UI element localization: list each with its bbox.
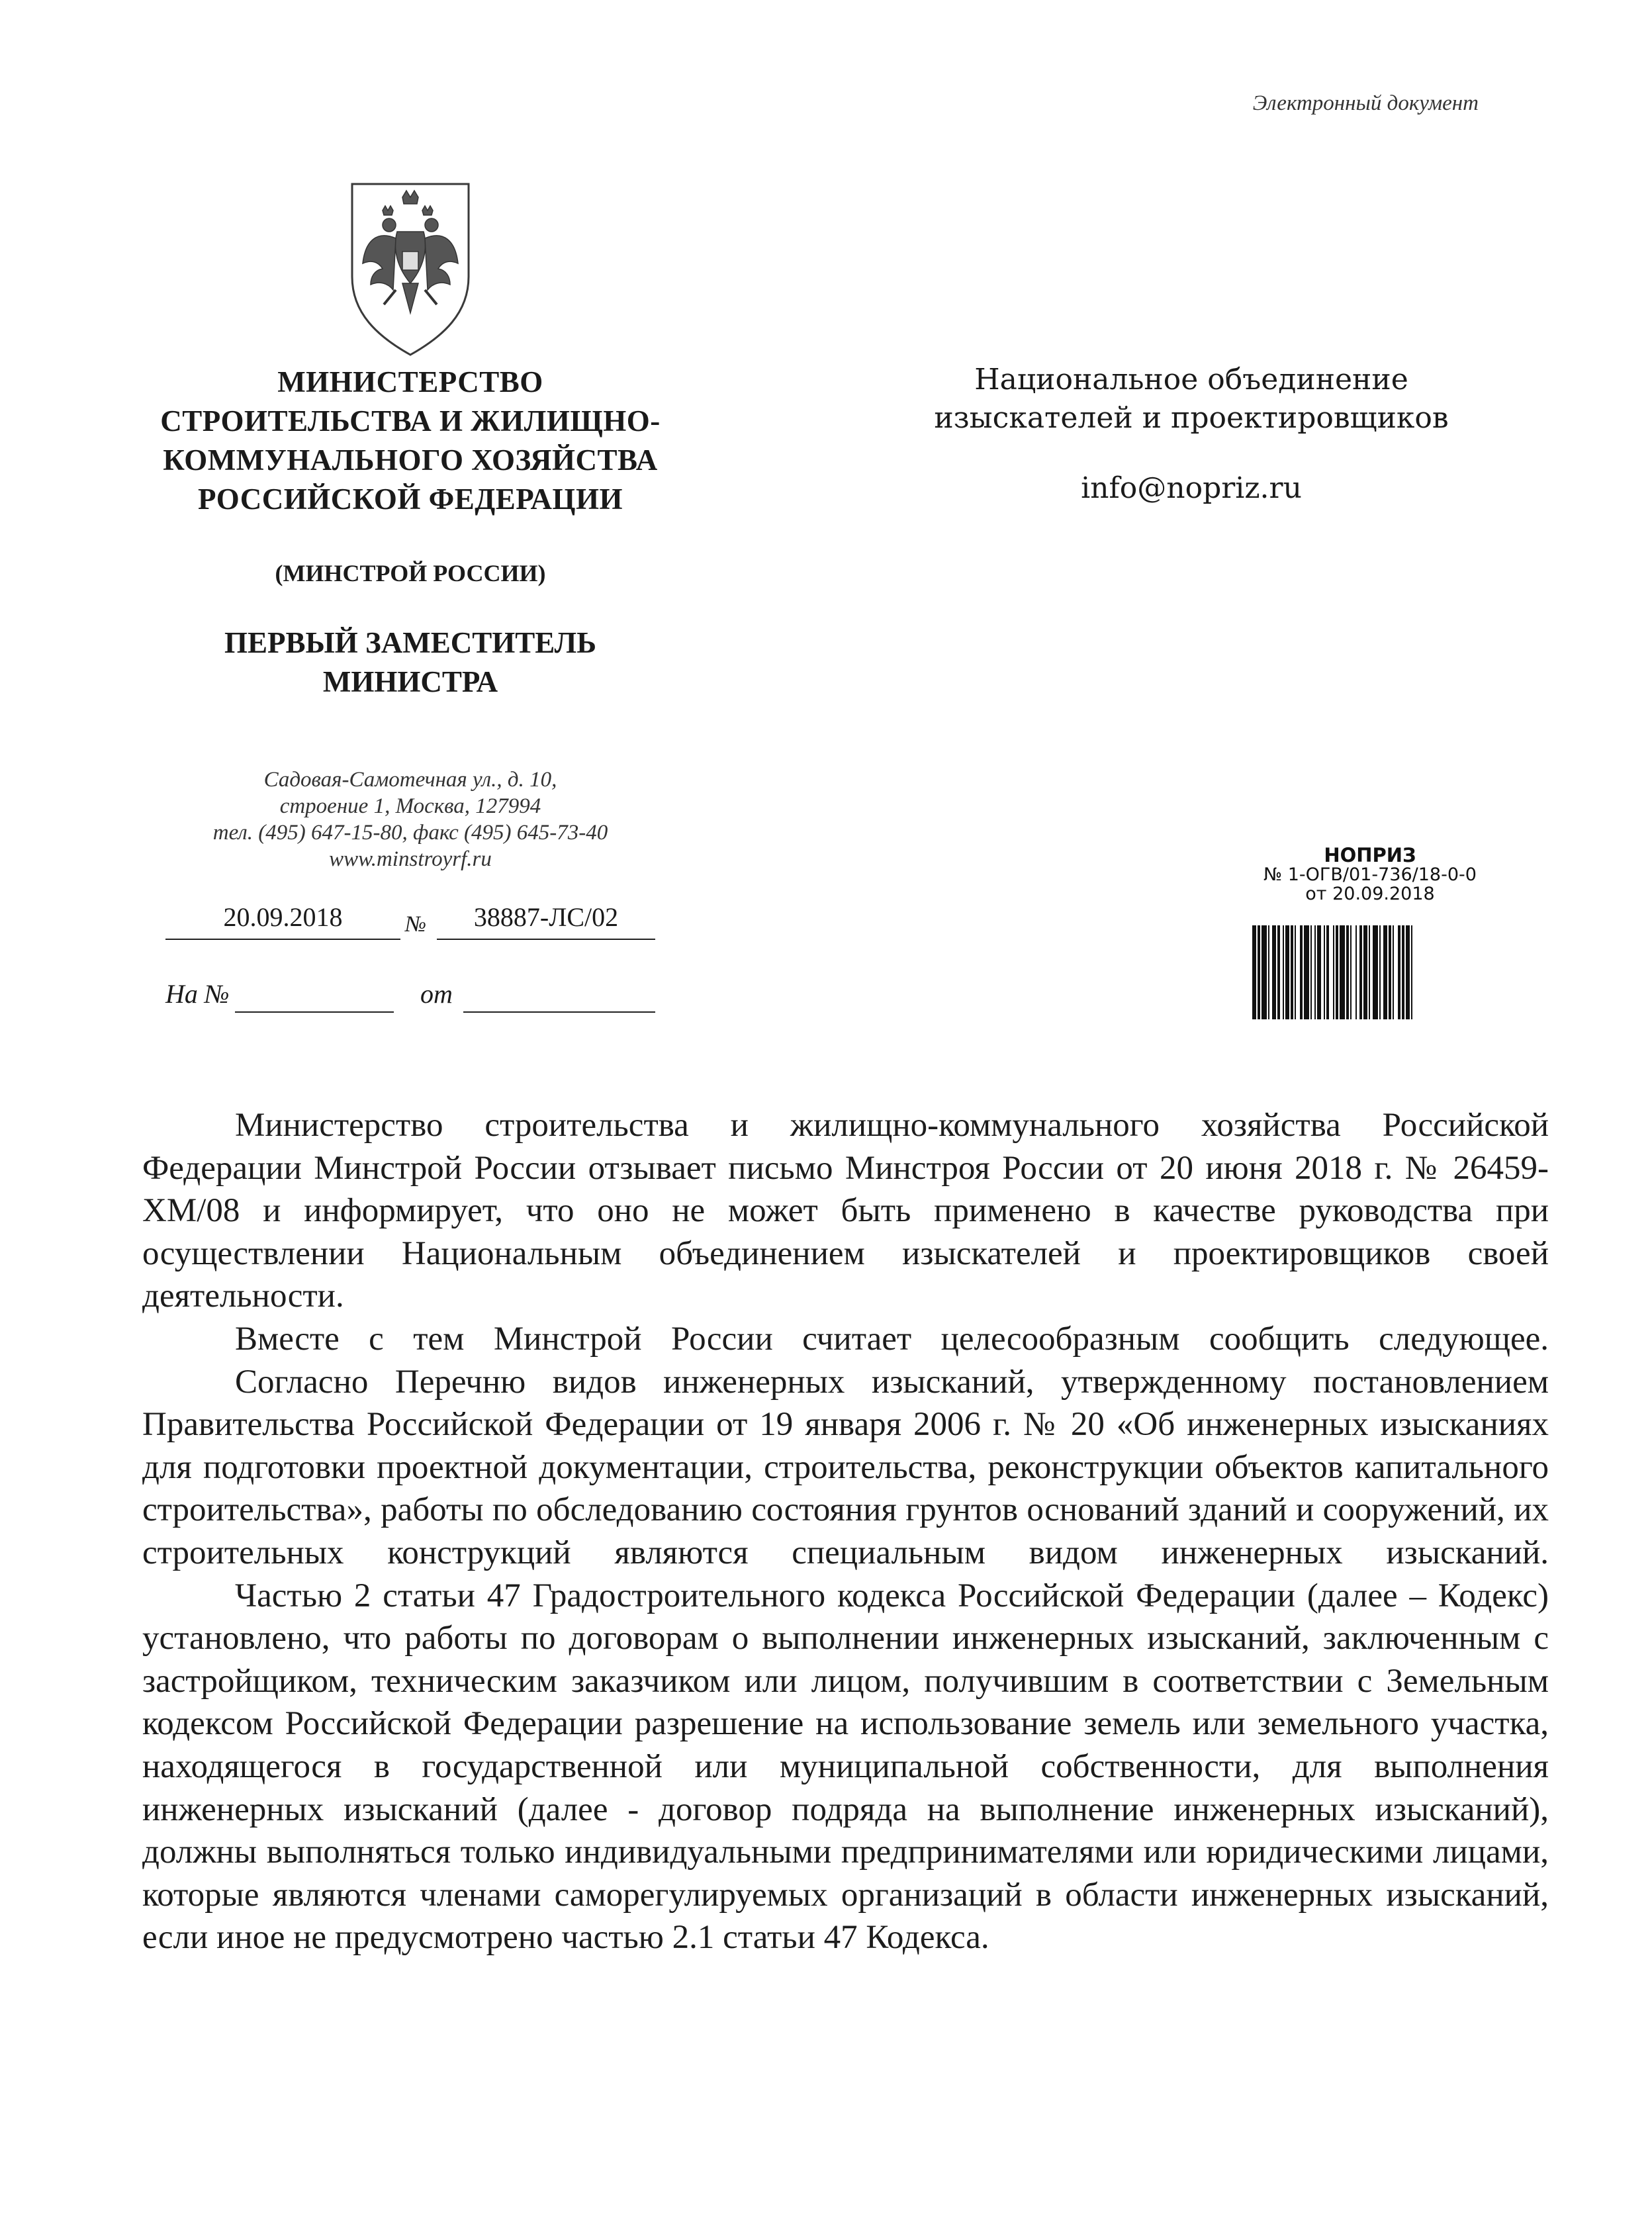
barcode-bar — [1393, 925, 1394, 1019]
ministry-line: РОССИЙСКОЙ ФЕДЕРАЦИИ — [198, 483, 623, 516]
signatory-position — [119, 624, 702, 702]
barcode-bar — [1383, 925, 1387, 1019]
barcode-bar — [1389, 925, 1391, 1019]
document-mark: Электронный документ — [1252, 91, 1479, 115]
barcode-bar — [1283, 925, 1284, 1019]
reply-number-blank — [235, 1011, 394, 1013]
barcode-bar — [1363, 925, 1367, 1019]
number-underline — [437, 939, 655, 940]
address-line: www.minstroyrf.ru — [329, 847, 492, 871]
recipient-line: Национальное объединение — [974, 363, 1408, 396]
body-paragraph: Министерство строительства и жилищно-коммунального хозяйства Российской Федерации Минстрой России отзывает письмо Минстроя России от 20 июня 2018 г. № 26459-ХМ/08 и информирует, что оно не может быть применено в качестве руководства при осуществлении Национальным объединением изыскателей и проектировщиков своей деятельности. — [142, 1107, 1549, 1315]
barcode-bar — [1406, 925, 1410, 1019]
stamp-title: НОПРИЗ — [1324, 844, 1416, 866]
barcode-bar — [1324, 925, 1325, 1019]
body-paragraph: Согласно Перечню видов инженерных изысканий, утвержденному постановлением Правительства Российской Федерации от 19 января 2006 г. № 20 «Об инженерных изысканиях для подготовки проектной документации, строительства, реконструкции объектов капитального строительства», работы по обследованию состояния грунтов оснований зданий и сооружений, их строительных конструкций являются специальным видом инженерных изысканий. — [142, 1363, 1549, 1571]
barcode-bar — [1258, 925, 1260, 1019]
barcode-bar — [1291, 925, 1293, 1019]
reply-date-blank — [463, 1011, 655, 1013]
ministry-short-name: (МИНСТРОЙ РОССИИ) — [275, 560, 546, 586]
letter-body — [142, 1104, 1549, 1959]
date-underline — [165, 939, 400, 940]
position-line: ПЕРВЫЙ ЗАМЕСТИТЕЛЬ — [224, 626, 596, 659]
barcode-bar — [1350, 925, 1352, 1019]
recipient-line: изыскателей и проектировщиков — [934, 401, 1449, 435]
number-sign: № — [405, 912, 427, 937]
stamp-number: № 1-ОГВ/01-736/18-0-0 — [1263, 864, 1477, 885]
ministry-line: СТРОИТЕЛЬСТВА И ЖИЛИЩНО- — [160, 404, 661, 438]
ministry-address — [119, 766, 702, 872]
ministry-name — [119, 363, 702, 519]
outgoing-date: 20.09.2018 — [223, 902, 343, 932]
barcode-bar — [1398, 925, 1400, 1019]
barcode-bar — [1355, 925, 1357, 1019]
barcode-bar — [1262, 925, 1267, 1019]
barcode-bar — [1336, 925, 1338, 1019]
incoming-registration-stamp — [1224, 846, 1516, 904]
barcode-bar — [1317, 925, 1321, 1019]
body-paragraph: Частью 2 статьи 47 Градостроительного кодекса Российской Федерации (далее – Кодекс) установлено, что работы по договорам о выполнении инженерных изысканий, заключенным с застройщиком, техническим заказчиком или лицом, получившим в соответствии с Земельным кодексом Российской Федерации разрешение на использование земель или земельного участка, находящегося в государственной или муниципальной собственности, для выполнения инженерных изысканий (далее - договор подряда на выполнение инженерных изысканий), должны выполняться только индивидуальными предпринимателями или юридическими лицами, которые являются членами саморегулируемых организаций в области инженерных изысканий, если иное не предусмотрено частью 2.1 статьи 47 Кодекса. — [142, 1577, 1549, 1957]
barcode-bar — [1285, 925, 1289, 1019]
barcode-bar — [1402, 925, 1404, 1019]
ministry-line: КОММУНАЛЬНОГО ХОЗЯЙСТВА — [163, 443, 658, 477]
barcode-bar — [1268, 925, 1269, 1019]
barcode-icon — [1251, 925, 1463, 1019]
barcode-bar — [1314, 925, 1316, 1019]
barcode-bar — [1277, 925, 1280, 1019]
barcode-bar — [1295, 925, 1296, 1019]
barcode-bar — [1333, 925, 1334, 1019]
body-paragraph: Вместе с тем Минстрой России считает целесообразным сообщить следующее. — [235, 1320, 1549, 1358]
barcode-bar — [1326, 925, 1329, 1019]
russian-coat-of-arms-icon — [311, 177, 510, 359]
barcode-bar — [1252, 925, 1256, 1019]
address-line: тел. (495) 647-15-80, факс (495) 645-73-40 — [212, 821, 608, 845]
barcode-bar — [1300, 925, 1303, 1019]
recipient-email: info@nopriz.ru — [1081, 471, 1302, 505]
barcode-bar — [1379, 925, 1381, 1019]
ministry-line: МИНИСТЕРСТВО — [277, 365, 543, 398]
barcode-bar — [1359, 925, 1362, 1019]
barcode-bar — [1346, 925, 1349, 1019]
barcode-bar — [1304, 925, 1309, 1019]
outgoing-number: 38887-ЛС/02 — [473, 902, 619, 932]
barcode-bar — [1340, 925, 1345, 1019]
barcode-bar — [1272, 925, 1276, 1019]
address-line: строение 1, Москва, 127994 — [279, 794, 541, 818]
barcode-bar — [1373, 925, 1378, 1019]
reply-to-label: На № — [165, 979, 230, 1009]
barcode-bar — [1411, 925, 1412, 1019]
address-line: Садовая-Самотечная ул., д. 10, — [263, 768, 557, 792]
stamp-date: от 20.09.2018 — [1305, 884, 1435, 904]
position-line: МИНИСТРА — [322, 665, 498, 698]
barcode-bar — [1369, 925, 1370, 1019]
barcode-bar — [1310, 925, 1312, 1019]
recipient-block — [860, 361, 1522, 508]
reply-from-label: от — [420, 979, 453, 1009]
